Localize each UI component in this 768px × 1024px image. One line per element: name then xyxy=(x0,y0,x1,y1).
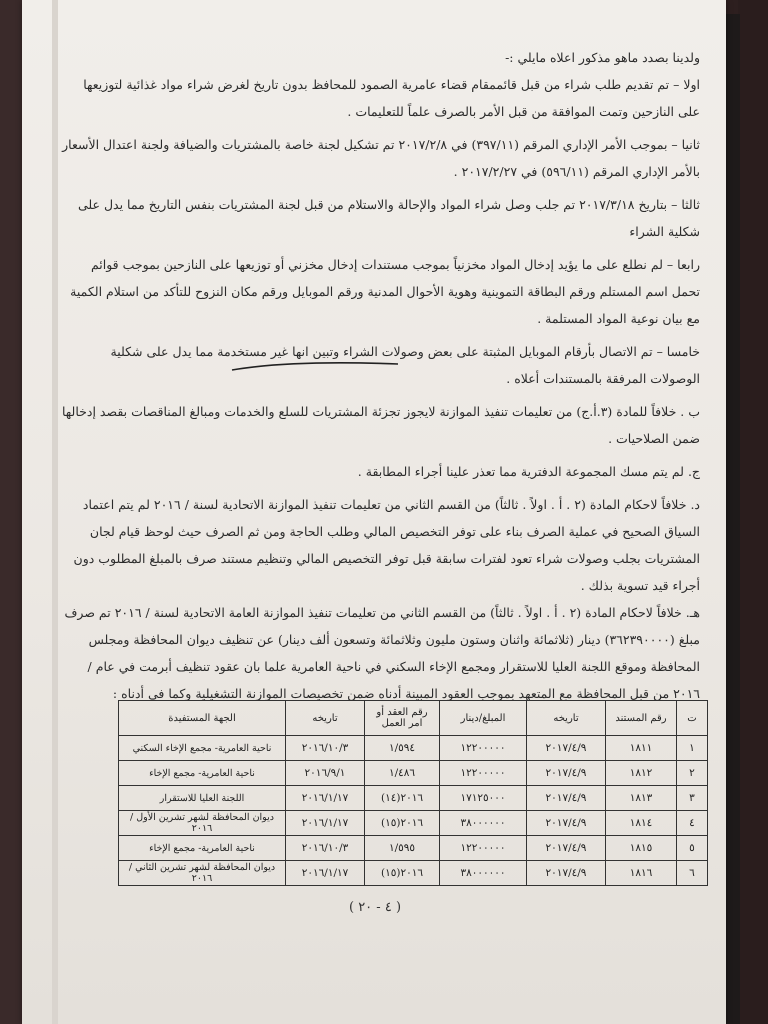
cell-amount: ١٧١٢٥٠٠٠ xyxy=(440,786,527,811)
col-doc-date-header: تاريخه xyxy=(527,701,606,736)
desk-surface-right xyxy=(738,0,768,1024)
cell-contract-number: ٢٠١٦(١٤) xyxy=(365,786,440,811)
table-row xyxy=(119,736,708,761)
col-contract-number-header: رقم العقد أو امر العمل xyxy=(365,701,440,736)
cell-contract-date: ٢٠١٦/٩/١ xyxy=(286,761,365,786)
paragraph-j: ج. لم يتم مسك المجموعة الدفترية مما تعذر علينا أجراء المطابقة . xyxy=(357,464,700,479)
contracts-table xyxy=(118,700,708,886)
table-row xyxy=(119,811,708,836)
cell-beneficiary: ناحية العامرية- مجمع الإخاء xyxy=(119,836,286,861)
col-beneficiary-header: الجهة المستفيدة xyxy=(119,701,286,736)
table-row xyxy=(119,836,708,861)
desk-surface-left xyxy=(0,0,24,1024)
page-stack-edge xyxy=(52,0,58,1024)
table-row xyxy=(119,786,708,811)
cell-contract-number: ١/٥٩٤ xyxy=(365,736,440,761)
handwritten-underline xyxy=(230,356,400,376)
cell-contract-date: ٢٠١٦/١/١٧ xyxy=(286,811,365,836)
cell-beneficiary: ناحية العامرية- مجمع الإخاء xyxy=(119,761,286,786)
item-second: ثانيا – بموجب الأمر الإداري المرقم (٣٩٧/١١) في ٢٠١٧/٢/٨ تم تشكيل لجنة خاصة بالمشتريات والضيافة ولجنة اعتدال الأسعار بالأمر الإداري المرقم (٥٩٦/١١) في ٢٠١٧/٢/٢٧ . xyxy=(62,137,700,179)
cell-amount: ١٢٢٠٠٠٠٠ xyxy=(440,736,527,761)
cell-contract-number: ١/٤٨٦ xyxy=(365,761,440,786)
col-contract-date-header: تاريخه xyxy=(286,701,365,736)
cell-contract-number: ٢٠١٦(١٥) xyxy=(365,811,440,836)
cell-index: ٦ xyxy=(677,861,708,886)
paragraph-h: هـ. خلافاً لاحكام المادة (٢ . أ . اولاً . ثالثاً) من القسم الثاني من تعليمات تنفيذ الموازنة العامة الاتحادية لسنة / ٢٠١٦ تم صرف مبلغ (٣٦٢٣٩٠٠٠٠) دينار (ثلاثمائة واثنان وستون مليون وثلاثمائة وتسعون ألف دينار) عن تنظيف ديوان المحافظة ومجلس المحافظة وموقع اللجنة العليا للاستقرار ومجمع الإخاء السكني في ناحية العامرية علما بان عقود تنظيف أبرمت في عام / ٢٠١٦ من قبل المحافظة مع المتعهد بموجب العقود المبينة أدناه ضمن تخصيصات الموازنة التشغيلية وكما في أدناه : xyxy=(64,605,700,701)
cell-amount: ٣٨٠٠٠٠٠٠ xyxy=(440,811,527,836)
cell-contract-date: ٢٠١٦/١/١٧ xyxy=(286,861,365,886)
item-third: ثالثا – بتاريخ ٢٠١٧/٣/١٨ تم جلب وصل شراء المواد والإحالة والاستلام من قبل لجنة المشتريات بنفس التاريخ مما يدل على شكلية الشراء xyxy=(77,197,700,239)
cell-doc-number: ١٨١٥ xyxy=(606,836,677,861)
cell-doc-date: ٢٠١٧/٤/٩ xyxy=(527,786,606,811)
cell-amount: ١٢٢٠٠٠٠٠ xyxy=(440,761,527,786)
cell-doc-number: ١٨١٦ xyxy=(606,861,677,886)
cell-contract-number: ٢٠١٦(١٥) xyxy=(365,861,440,886)
cell-contract-date: ٢٠١٦/١٠/٣ xyxy=(286,736,365,761)
table-row xyxy=(119,861,708,886)
intro-line: ولدينا بصدد ماهو مذكور اعلاه مايلي :- xyxy=(505,50,700,65)
item-fourth: رابعا – لم نطلع على ما يؤيد إدخال المواد مخزنياً بموجب مستندات إدخال مخزني أو توزيعها على النازحين بموجب قوائم تحمل اسم المستلم ورقم البطاقة التموينية وهوية الأحوال المدنية ورقم الموبايل ورقم مكان النزوح للتأكد من استلام الكمية مع بيان نوعية المواد المستلمة . xyxy=(70,257,700,326)
cell-amount: ٣٨٠٠٠٠٠٠ xyxy=(440,861,527,886)
cell-doc-date: ٢٠١٧/٤/٩ xyxy=(527,811,606,836)
col-amount-header: المبلغ/دينار xyxy=(440,701,527,736)
cell-beneficiary: ديوان المحافظة لشهر تشرين الثاني / ٢٠١٦ xyxy=(119,861,286,886)
cell-doc-number: ١٨١٣ xyxy=(606,786,677,811)
cell-contract-number: ١/٥٩٥ xyxy=(365,836,440,861)
cell-beneficiary: ناحية العامرية- مجمع الإخاء السكني xyxy=(119,736,286,761)
table-row xyxy=(119,761,708,786)
cell-doc-date: ٢٠١٧/٤/٩ xyxy=(527,836,606,861)
item-fifth: خامسا – تم الاتصال بأرقام الموبايل المثبتة على بعض وصولات الشراء وتبين انها غير مستخدمة مما يدل على شكلية الوصولات المرفقة بالمستندات أعلاه . xyxy=(110,344,700,386)
page-number: ( ٤ - ٢٠ ) xyxy=(348,900,402,915)
cell-index: ٥ xyxy=(677,836,708,861)
cell-doc-number: ١٨١١ xyxy=(606,736,677,761)
cell-doc-date: ٢٠١٧/٤/٩ xyxy=(527,736,606,761)
cell-doc-date: ٢٠١٧/٤/٩ xyxy=(527,761,606,786)
cell-index: ٢ xyxy=(677,761,708,786)
cell-beneficiary: اللجنة العليا للاستقرار xyxy=(119,786,286,811)
cell-doc-date: ٢٠١٧/٤/٩ xyxy=(527,861,606,886)
cell-doc-number: ١٨١٤ xyxy=(606,811,677,836)
cell-contract-date: ٢٠١٦/١/١٧ xyxy=(286,786,365,811)
cell-index: ٣ xyxy=(677,786,708,811)
col-doc-number-header: رقم المستند xyxy=(606,701,677,736)
paragraph-b: ب . خلافاً للمادة (٣.أ.ج) من تعليمات تنفيذ الموازنة لايجوز تجزئة المشتريات للسلع والخدمات ومبالغ المناقصات بقصد إدخالها ضمن الصلاحيات . xyxy=(61,404,700,446)
paragraph-d: د. خلافاً لاحكام المادة (٢ . أ . اولاً . ثالثاً) من القسم الثاني من تعليمات تنفيذ الموازنة الاتحادية لسنة / ٢٠١٦ لم يتم اعتماد السياق الصحيح في عملية الصرف بناء على توفر التخصيص المالي وطلب الحاجة ومن ثم الصرف حيث لوحظ قيام لجان المشتريات بجلب وصولات شراء تعود لفترات سابقة قبل توفر التخصيص المالي وتنظيم مستند صرف بالمبلغ المطلوب دون أجراء قيد تسوية بذلك . xyxy=(73,497,700,593)
cell-beneficiary: ديوان المحافظة لشهر تشرين الأول / ٢٠١٦ xyxy=(119,811,286,836)
table-header-row xyxy=(119,701,708,736)
cell-doc-number: ١٨١٢ xyxy=(606,761,677,786)
cell-index: ٤ xyxy=(677,811,708,836)
cell-index: ١ xyxy=(677,736,708,761)
cell-amount: ١٢٢٠٠٠٠٠ xyxy=(440,836,527,861)
cell-contract-date: ٢٠١٦/١٠/٣ xyxy=(286,836,365,861)
item-first: اولا – تم تقديم طلب شراء من قبل قائممقام قضاء عامرية الصمود للمحافظ بدون تاريخ لغرض شراء مواد غذائية لتوزيعها على النازحين وتمت الموافقة من قبل الأمر بالصرف علماً للتعليمات . xyxy=(83,77,700,119)
col-index-header: ت xyxy=(677,701,708,736)
